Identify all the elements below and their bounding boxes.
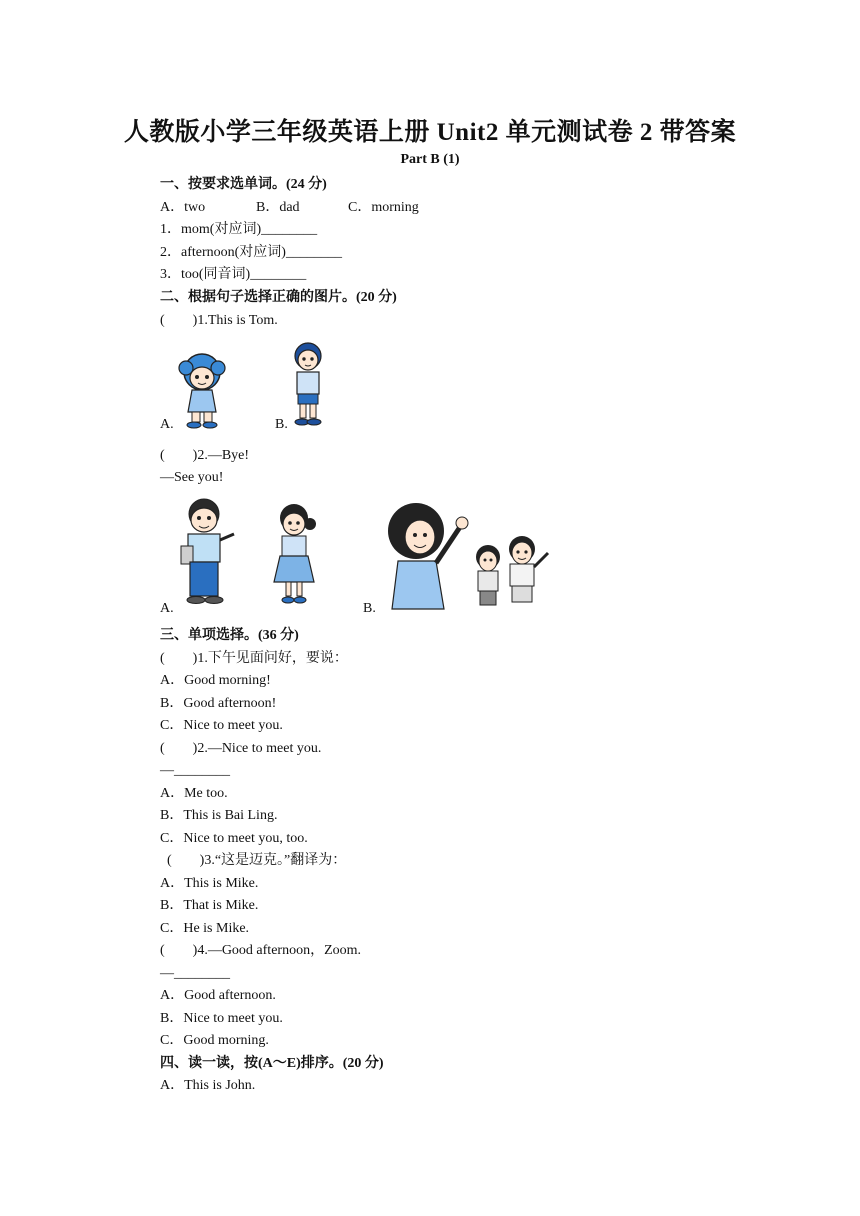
s3-q2-option-a: A．Me too. (160, 786, 228, 801)
s2-q1-label-b: B. (275, 417, 288, 432)
boy-illustration (288, 340, 328, 428)
s3-q3-option-a: A．This is Mike. (160, 876, 259, 891)
s2-question-2-reply: —See you! (160, 470, 224, 485)
s3-q2-option-b: B．This is Bai Ling. (160, 808, 278, 823)
section-2-heading: 二、根据句子选择正确的图片。(20 分) (160, 290, 397, 305)
section-4-heading: 四、读一读，按(A～E)排序。(20 分) (160, 1056, 384, 1071)
girl-illustration (172, 350, 232, 430)
option-a: A．two (160, 200, 206, 215)
s1-item-2: 2．afternoon(对应词)________ (160, 245, 342, 260)
boy-girl-illustration (176, 494, 326, 610)
s2-question-1: ( )1.This is Tom. (160, 313, 278, 328)
section-1-heading: 一、按要求选单词。(24 分) (160, 177, 327, 192)
option-c: C．morning (348, 200, 419, 215)
s3-q4-option-c: C．Good morning. (160, 1033, 269, 1048)
s3-q2-option-c: C．Nice to meet you, too. (160, 831, 308, 846)
s3-q4-option-b: B．Nice to meet you. (160, 1011, 283, 1026)
option-b: B．dad (256, 200, 300, 215)
s3-question-4: ( )4.—Good afternoon，Zoom. (160, 943, 362, 958)
s3-q2-blank: —________ (160, 763, 230, 778)
s3-q4-option-a: A．Good afternoon. (160, 988, 276, 1003)
s1-item-3: 3．too(同音词)________ (160, 267, 307, 282)
s4-item-a: A．This is John. (160, 1078, 256, 1093)
section-3-heading: 三、单项选择。(36 分) (160, 628, 299, 643)
s3-question-3: ( )3.“这是迈克。”翻译为： (160, 853, 347, 868)
s3-question-1: ( )1.下午见面问好，要说： (160, 651, 348, 666)
s3-q1-option-a: A．Good morning! (160, 673, 271, 688)
s2-q2-label-b: B. (363, 601, 376, 616)
s2-q1-label-a: A. (160, 417, 174, 432)
s3-q4-blank: —________ (160, 966, 230, 981)
s2-q2-label-a: A. (160, 601, 174, 616)
s1-item-1: 1．mom(对应词)________ (160, 222, 318, 237)
s3-q3-option-c: C．He is Mike. (160, 921, 250, 936)
document-subtitle: Part B (1) (400, 152, 460, 167)
s3-q1-option-c: C．Nice to meet you. (160, 718, 283, 733)
document-title: 人教版小学三年级英语上册 Unit2 单元测试卷 2 带答案 (123, 119, 737, 146)
s3-question-2: ( )2.—Nice to meet you. (160, 741, 322, 756)
woman-children-waving-illustration (378, 497, 558, 611)
s3-q1-option-b: B．Good afternoon! (160, 696, 277, 711)
s3-q3-option-b: B．That is Mike. (160, 898, 259, 913)
s2-question-2: ( )2.—Bye! (160, 448, 250, 463)
